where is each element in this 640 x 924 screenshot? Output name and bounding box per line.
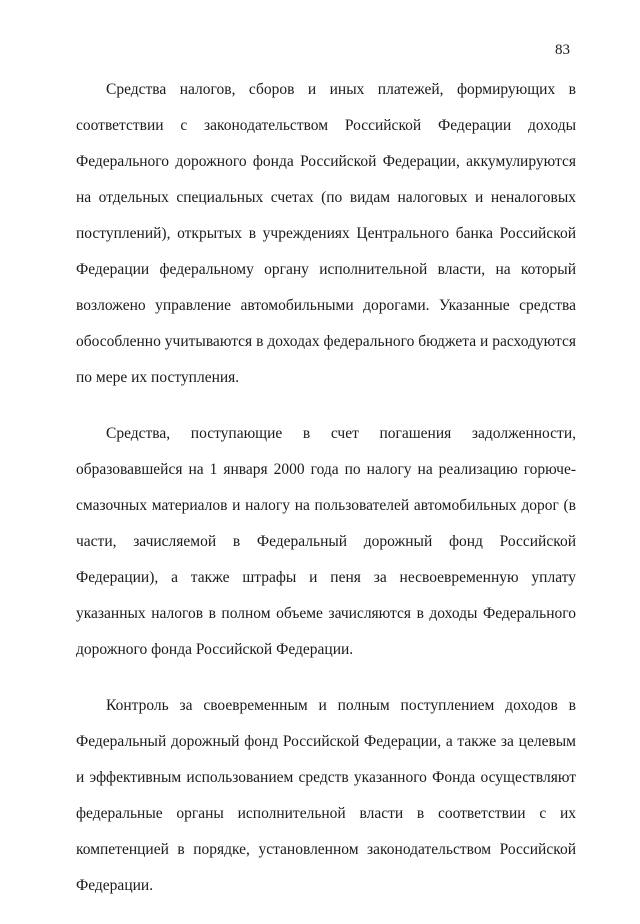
document-body xyxy=(76,72,576,924)
paragraph-2: Средства, поступающие в счет погашения задолженности, образовавшейся на 1 января 2000 года по налогу на реализацию горюче-смазочных материалов и налогу на пользователей автомобильных дорог (в части, зачисляемой в Федеральный дорожный фонд Российской Федерации), а также штрафы и пеня за несвоевременную уплату указанных налогов в полном объеме зачисляются в доходы Федерального дорожного фонда Российской Федерации. xyxy=(76,425,576,658)
page-number: 83 xyxy=(555,42,570,58)
paragraph-1: Средства налогов, сборов и иных платежей, формирующих в соответствии с законодательством Российской Федерации доходы Федерального дорожного фонда Российской Федерации, аккумулируются на отдельных специальных счетах (по видам налоговых и неналоговых поступлений), открытых в учреждениях Центрального банка Российской Федерации федеральному органу исполнительной власти, на который возложено управление автомобильными дорогами. Указанные средства обособленно учитываются в доходах федерального бюджета и расходуются по мере их поступления. xyxy=(76,81,576,386)
paragraph-3: Контроль за своевременным и полным поступлением доходов в Федеральный дорожный фонд Российской Федерации, а также за целевым и эффективным использованием средств указанного Фонда осуществляют федеральные органы исполнительной власти в соответствии с их компетенцией в порядке, установленном законодательством Российской Федерации. xyxy=(76,697,576,894)
